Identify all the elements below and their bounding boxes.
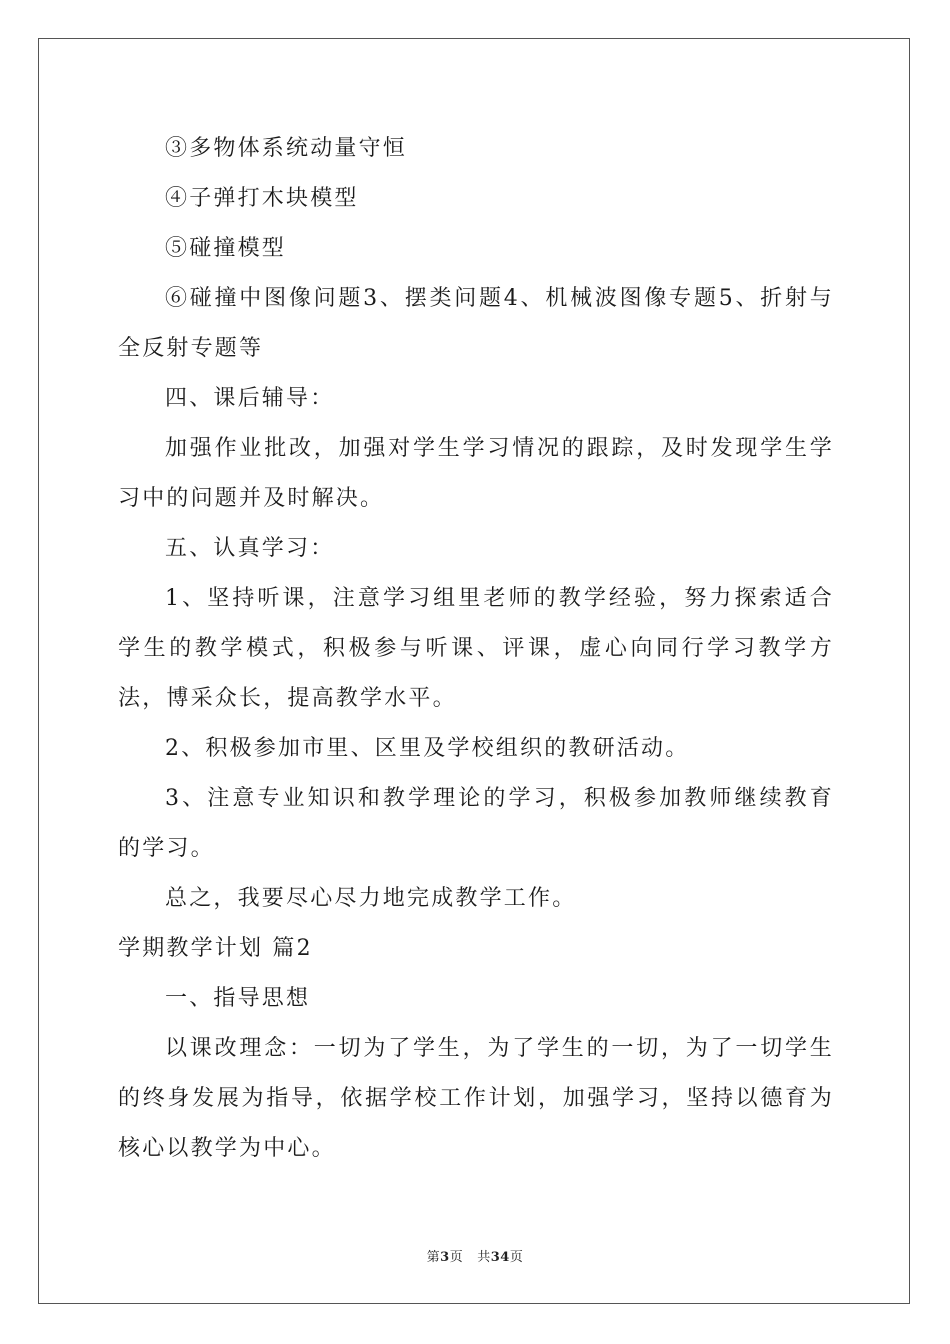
footer-page-number: 3	[440, 1250, 450, 1265]
section-heading-after-class-tutoring: 四、课后辅导：	[165, 386, 335, 411]
paragraph-professional-knowledge: 3、注意专业知识和教学理论的学习，积极参加教师继续教育的学习。	[118, 786, 834, 861]
list-item-bullet-block-model: ④子弹打木块模型	[165, 186, 359, 211]
list-item-momentum-conservation: ③多物体系统动量守恒	[165, 136, 408, 161]
footer-total-prefix: 共	[477, 1250, 491, 1265]
list-item-collision-graph-topics: ⑥碰撞中图像问题3、摆类问题4、机械波图像专题5、折射与全反射专题等	[118, 286, 834, 361]
section-heading-serious-study: 五、认真学习：	[165, 536, 335, 561]
document-body	[118, 124, 834, 1174]
paragraph-conclusion: 总之，我要尽心尽力地完成教学工作。	[165, 886, 577, 911]
list-item-collision-model: ⑤碰撞模型	[165, 236, 287, 261]
paragraph-homework-correction: 加强作业批改，加强对学生学习情况的跟踪，及时发现学生学习中的问题并及时解决。	[118, 436, 834, 511]
footer-page-prefix: 第	[426, 1250, 441, 1265]
paragraph-curriculum-reform: 以课改理念：一切为了学生，为了学生的一切，为了一切学生的终身发展为指导，依据学校工作计划，加强学习，坚持以德育为核心以教学为中心。	[118, 1036, 834, 1161]
paragraph-attend-lectures: 1、坚持听课，注意学习组里老师的教学经验，努力探索适合学生的教学模式，积极参与听课、评课，虚心向同行学习教学方法，博采众长，提高教学水平。	[118, 586, 834, 711]
footer-page-suffix: 页	[449, 1250, 464, 1265]
footer-total-pages: 34	[490, 1250, 510, 1265]
section-heading-guiding-ideology: 一、指导思想	[165, 986, 311, 1011]
page-footer	[0, 1246, 950, 1265]
paragraph-teaching-research: 2、积极参加市里、区里及学校组织的教研活动。	[165, 736, 690, 761]
footer-total-suffix: 页	[509, 1250, 524, 1265]
article-title-part-2: 学期教学计划 篇2	[118, 936, 313, 961]
